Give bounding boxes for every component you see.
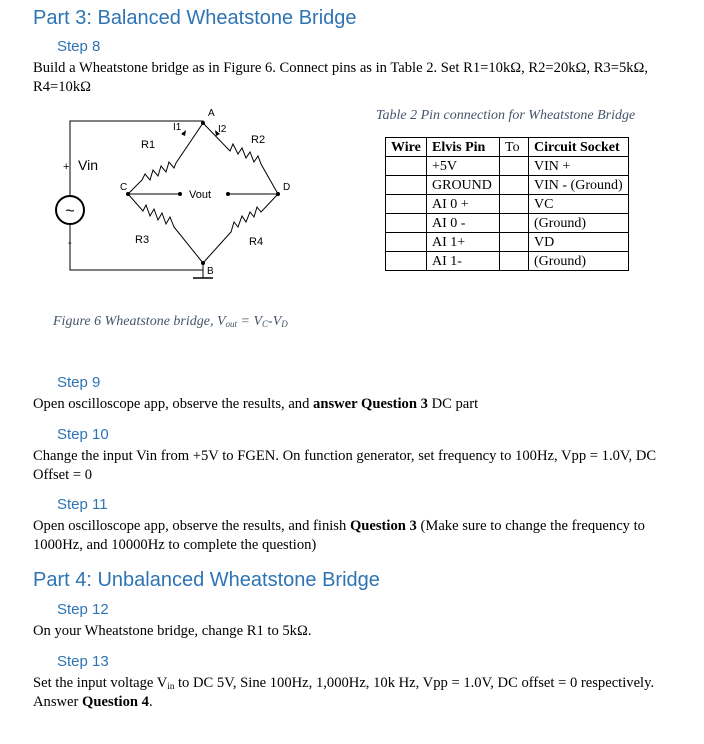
table-row: GROUND VIN - (Ground) [386, 176, 629, 195]
resistor-r2 [203, 123, 278, 194]
step9-text: Open oscilloscope app, observe the results, and answer Question 3 DC part [33, 396, 479, 412]
i1-label: I1 [173, 122, 182, 133]
wire-bottom [70, 224, 203, 270]
r1-label: R1 [141, 139, 156, 151]
source-symbol: ~ [65, 203, 75, 220]
step9-label: Step 9 [57, 374, 101, 391]
header-circuit-socket: Circuit Socket [529, 138, 629, 157]
table-row: AI 1- (Ground) [386, 252, 629, 271]
node-c-label: C [120, 182, 128, 193]
table2-caption: Table 2 Pin connection for Wheatstone Bridge [376, 108, 636, 123]
vin-label: Vin [78, 157, 98, 173]
resistor-r4 [203, 194, 278, 263]
step8-label: Step 8 [57, 38, 101, 55]
header-elvis-pin: Elvis Pin [427, 138, 500, 157]
step10-text: Change the input Vin from +5V to FGEN. On function generator, set frequency to 100Hz, Vpp = 1.0V, DC Offset = 0 [33, 448, 657, 483]
table-row: AI 0 - (Ground) [386, 214, 629, 233]
table-header-row [386, 138, 629, 157]
part4-heading: Part 4: Unbalanced Wheatstone Bridge [33, 569, 380, 591]
vin-minus: - [68, 237, 72, 249]
step13-label: Step 13 [57, 653, 109, 670]
step12-text: On your Wheatstone bridge, change R1 to 5kΩ. [33, 623, 312, 639]
node-b-label: B [207, 266, 214, 277]
table-row: AI 0 + VC [386, 195, 629, 214]
step10-label: Step 10 [57, 426, 109, 443]
resistor-r1 [128, 123, 203, 194]
resistor-r3 [128, 194, 203, 263]
vin-plus: + [63, 161, 70, 173]
header-wire: Wire [386, 138, 427, 157]
step13-text: Set the input voltage $V_{in}$ to DC 5V, Sine 100Hz, 1,000Hz, 10k Hz, Vpp = 1.0V, DC offset = 0 respectively. Answer Question 4. [33, 675, 655, 710]
header-to: To [500, 138, 529, 157]
table-row: AI 1+ VD [386, 233, 629, 252]
step11-text: Open oscilloscope app, observe the results, and finish Question 3 (Make sure to change the frequency to 1000Hz, and 10000Hz to complete the question) [33, 518, 645, 553]
vout-label: Vout [189, 189, 212, 201]
node-d-label: D [283, 182, 291, 193]
table-row: +5V VIN + [386, 157, 629, 176]
figure6-caption: Figure 6 Wheatstone bridge, $V_{out} = V_C-V_D$ [53, 314, 288, 329]
r4-label: R4 [249, 236, 264, 248]
i2-label: I2 [218, 124, 227, 135]
wheatstone-bridge-diagram [50, 108, 310, 303]
part3-heading: Part 3: Balanced Wheatstone Bridge [33, 7, 357, 29]
node-a-label: A [208, 108, 215, 119]
pin-connection-table [385, 137, 629, 271]
r2-label: R2 [251, 134, 266, 146]
step11-label: Step 11 [57, 496, 108, 513]
step8-text: Build a Wheatstone bridge as in Figure 6. Connect pins as in Table 2. Set R1=10kΩ, R2=20kΩ, R3=5kΩ, R4=10kΩ [33, 60, 649, 95]
step12-label: Step 12 [57, 601, 109, 618]
r3-label: R3 [135, 234, 150, 246]
